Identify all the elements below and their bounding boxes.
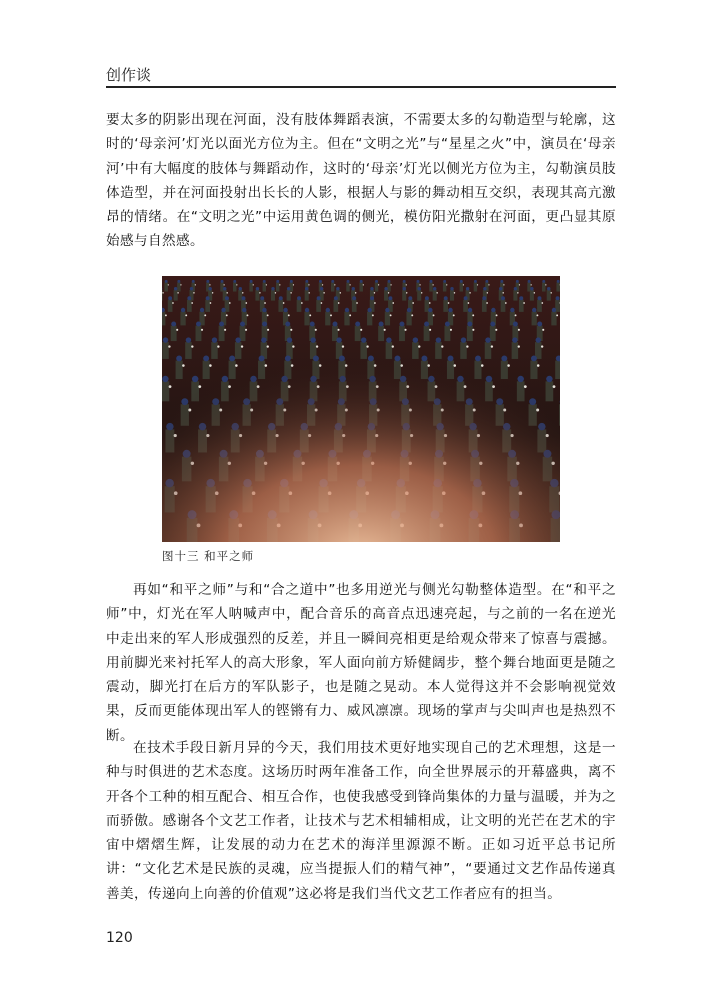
stage-light-glow xyxy=(162,276,560,542)
soldiers-image xyxy=(162,276,560,542)
photo-peace-army xyxy=(162,276,560,542)
paragraph-3: 在技术手段日新月异的今天，我们用技术更好地实现自己的艺术理想，这是一种与时俱进的艺术态度。这场历时两年准备工作，向全世界展示的开幕盛典，离不开各个工种的相互配合、相互合作，也使我感受到锋尚集体的力量与温暖，并为之而骄傲。感谢各个文艺工作者，让技术与艺术相辅相成，让文明的光芒在艺术的宇宙中熠熠生辉，让发展的动力在艺术的海洋里源源不断。正如习近平总书记所讲：“文化艺术是民族的灵魂，应当提振人们的精气神”，“要通过文艺作品传递真善美，传递向上向善的价值观”这必将是我们当代文艺工作者应有的担当。 xyxy=(106,740,616,902)
header-rule xyxy=(106,86,616,88)
page-number: 120 xyxy=(106,930,133,946)
paragraph-2: 再如“和平之师”与和“合之道中”也多用逆光与侧光勾勒整体造型。在“和平之师”中，灯光在军人呐喊声中，配合音乐的高音点迅速亮起，与之前的一名在逆光中走出来的军人形成强烈的反差，并且一瞬间亮相更是给观众带来了惊喜与震撼。用前脚光来衬托军人的高大形象，军人面向前方矫健阔步，整个舞台地面更是随之震动，脚光打在后方的军队影子，也是随之晃动。本人觉得这并不会影响视觉效果，反而更能体现出军人的铿锵有力、威风凛凛。现场的掌声与尖叫声也是热烈不断。 xyxy=(106,582,616,744)
figure-caption: 图十三 和平之师 xyxy=(162,549,255,563)
paragraph-1: 要太多的阴影出现在河面，没有肢体舞蹈表演，不需要太多的勾勒造型与轮廓，这时的‘母亲河’灯光以面光方位为主。但在“文明之光”与“星星之火”中，演员在‘母亲河’中有大幅度的肢体与舞蹈动作，这时的‘母亲’灯光以侧光方位为主，勾勒演员肢体造型，并在河面投射出长长的人影，根据人与影的舞动相互交织，表现其高亢激昂的情绪。在“文明之光”中运用黄色调的侧光，模仿阳光撒射在河面，更凸显其原始感与自然感。 xyxy=(106,112,616,250)
running-header: 创作谈 xyxy=(106,66,152,84)
